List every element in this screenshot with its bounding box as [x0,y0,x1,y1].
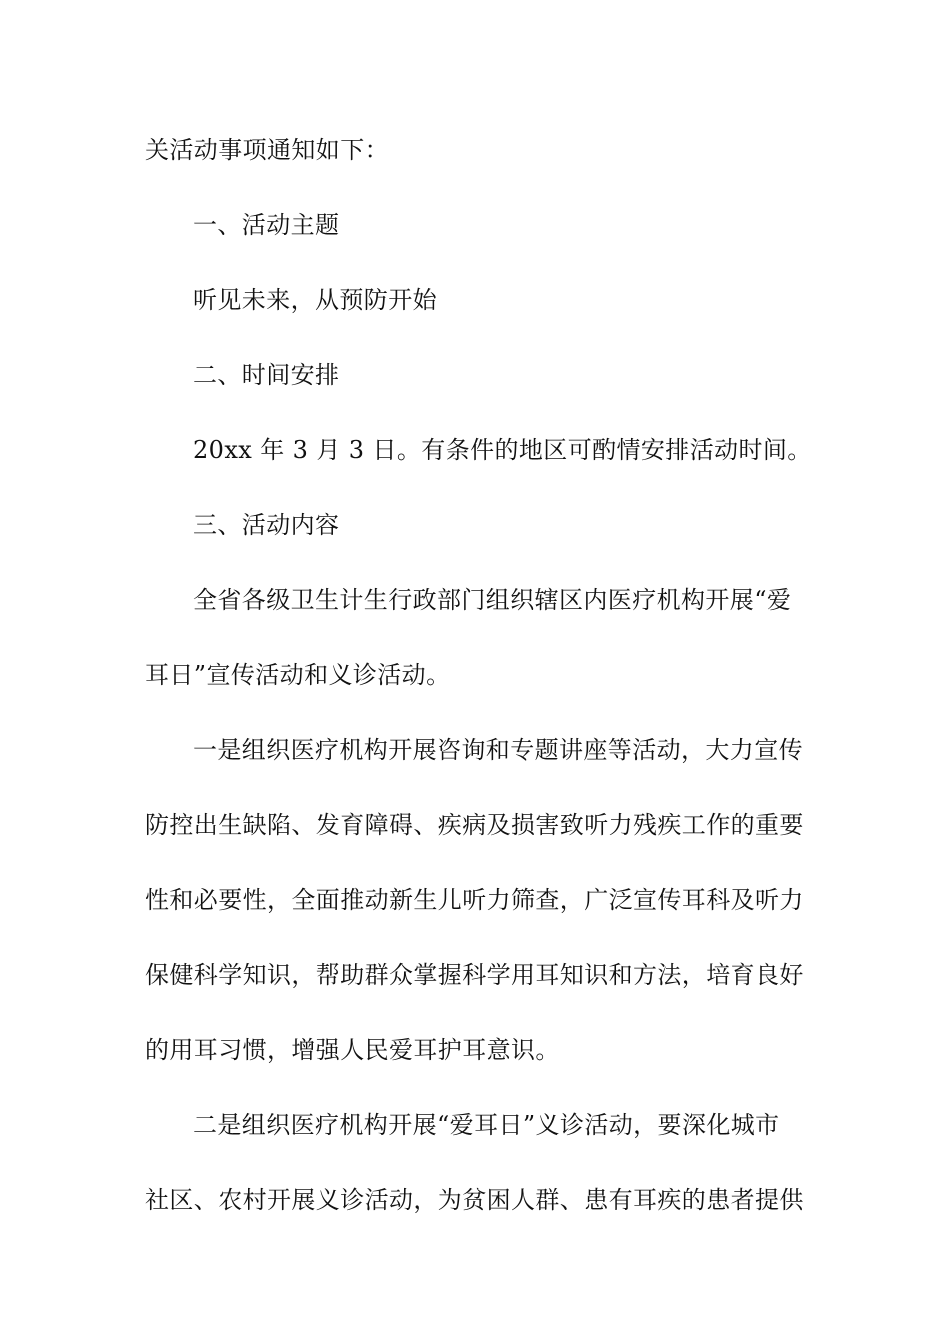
section-heading: 二、时间安排 [193,361,340,389]
text-line: 听见未来，从预防开始 [193,286,437,314]
text-line: 耳日”宣传活动和义诊活动。 [145,661,451,689]
text-line: 防控出生缺陷、发育障碍、疾病及损害致听力残疾工作的重要 [145,811,804,839]
section-heading: 一、活动主题 [193,211,340,239]
text-line: 20xx 年 3 月 3 日。有条件的地区可酌情安排活动时间。 [193,436,812,464]
text-line: 一是组织医疗机构开展咨询和专题讲座等活动，大力宣传 [193,736,803,764]
text-line: 关活动事项通知如下： [145,136,389,164]
text-line: 性和必要性，全面推动新生儿听力筛查，广泛宣传耳科及听力 [145,886,804,914]
text-line: 的用耳习惯，增强人民爱耳护耳意识。 [145,1036,560,1064]
text-line: 全省各级卫生计生行政部门组织辖区内医疗机构开展“爱 [193,586,792,614]
section-heading: 三、活动内容 [193,511,340,539]
text-line: 社区、农村开展义诊活动，为贫困人群、患有耳疾的患者提供 [145,1186,804,1214]
text-line: 保健科学知识，帮助群众掌握科学用耳知识和方法，培育良好 [145,961,804,989]
text-line: 二是组织医疗机构开展“爱耳日”义诊活动，要深化城市 [193,1111,780,1139]
